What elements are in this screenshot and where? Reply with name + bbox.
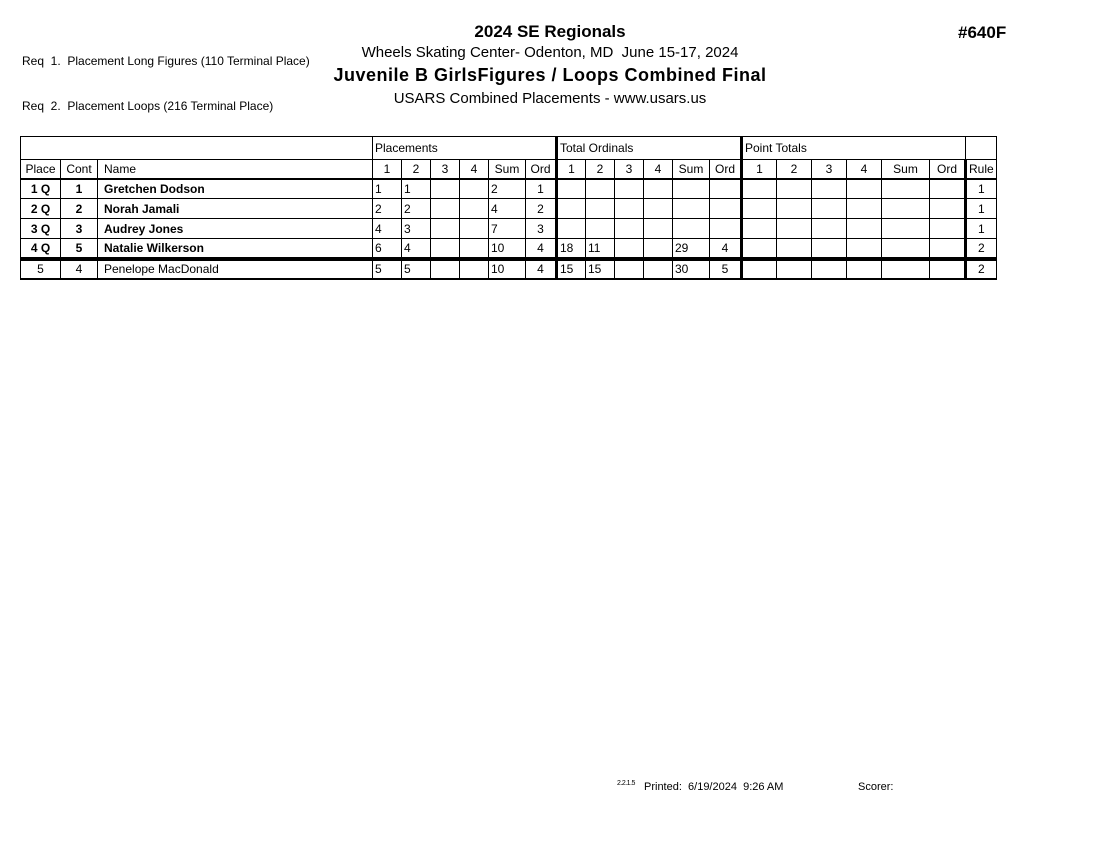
column-header-row	[21, 160, 997, 179]
col-header-qord: Ord	[930, 160, 966, 179]
cell-qsum	[882, 199, 930, 219]
cell-place: 2 Q	[21, 199, 61, 219]
cell-q2	[777, 219, 812, 239]
cell-name: Natalie Wilkerson	[98, 239, 373, 259]
col-header-q1: 1	[742, 160, 777, 179]
cell-t2: 11	[586, 239, 615, 259]
cell-name: Norah Jamali	[98, 199, 373, 219]
cell-qsum	[882, 219, 930, 239]
requirement-line-1: Req 1. Placement Long Figures (110 Terminal Place)	[22, 54, 310, 68]
cell-cont: 4	[61, 259, 98, 279]
cell-q3	[812, 219, 847, 239]
cell-pord: 4	[526, 259, 557, 279]
cell-pord: 4	[526, 239, 557, 259]
col-header-rule: Rule	[966, 160, 997, 179]
cell-rule: 1	[966, 179, 997, 199]
cell-q3	[812, 179, 847, 199]
table-row	[21, 179, 997, 199]
cell-t2	[586, 199, 615, 219]
col-header-t1: 1	[557, 160, 586, 179]
cell-t2: 15	[586, 259, 615, 279]
cell-t1	[557, 199, 586, 219]
col-header-name: Name	[98, 160, 373, 179]
cell-p2: 5	[402, 259, 431, 279]
cell-psum: 2	[489, 179, 526, 199]
printed-timestamp: Printed: 6/19/2024 9:26 AM	[644, 781, 784, 793]
cell-pord: 1	[526, 179, 557, 199]
cell-qsum	[882, 259, 930, 279]
cell-tord: 5	[710, 259, 742, 279]
cell-place: 3 Q	[21, 219, 61, 239]
cell-tsum	[673, 179, 710, 199]
cell-p3	[431, 219, 460, 239]
scorer-label: Scorer:	[858, 781, 894, 793]
cell-p3	[431, 239, 460, 259]
cell-t3	[615, 179, 644, 199]
cell-qsum	[882, 179, 930, 199]
cell-p1: 4	[373, 219, 402, 239]
group-header-total-ordinals: Total Ordinals	[557, 137, 742, 160]
cell-q3	[812, 259, 847, 279]
cell-p4	[460, 239, 489, 259]
cell-p2: 4	[402, 239, 431, 259]
cell-qsum	[882, 239, 930, 259]
cell-p2: 1	[402, 179, 431, 199]
cell-t3	[615, 239, 644, 259]
cell-cont: 5	[61, 239, 98, 259]
cell-t4	[644, 239, 673, 259]
cell-q1	[742, 219, 777, 239]
cell-p4	[460, 199, 489, 219]
cell-psum: 10	[489, 259, 526, 279]
cell-pord: 3	[526, 219, 557, 239]
cell-q4	[847, 259, 882, 279]
cell-cont: 3	[61, 219, 98, 239]
cell-q2	[777, 179, 812, 199]
cell-place: 1 Q	[21, 179, 61, 199]
col-header-q3: 3	[812, 160, 847, 179]
col-header-q2: 2	[777, 160, 812, 179]
cell-q1	[742, 239, 777, 259]
cell-p4	[460, 259, 489, 279]
cell-t4	[644, 179, 673, 199]
cell-p4	[460, 219, 489, 239]
cell-place: 4 Q	[21, 239, 61, 259]
col-header-t2: 2	[586, 160, 615, 179]
cell-rule: 2	[966, 259, 997, 279]
cell-rule: 1	[966, 219, 997, 239]
cell-psum: 7	[489, 219, 526, 239]
col-header-place: Place	[21, 160, 61, 179]
col-header-t4: 4	[644, 160, 673, 179]
cell-tord	[710, 179, 742, 199]
cell-q4	[847, 239, 882, 259]
event-title: 2024 SE Regionals	[474, 22, 626, 41]
cell-t3	[615, 219, 644, 239]
cell-tord	[710, 219, 742, 239]
cell-q1	[742, 179, 777, 199]
cell-q4	[847, 179, 882, 199]
group-header-spacer-rule	[966, 137, 997, 160]
cell-t2	[586, 219, 615, 239]
col-header-p3: 3	[431, 160, 460, 179]
placements-source: USARS Combined Placements - www.usars.us	[393, 90, 707, 107]
cell-p1: 5	[373, 259, 402, 279]
venue-line: Wheels Skating Center- Odenton, MD June 15-17, 2024	[361, 44, 739, 61]
col-header-t3: 3	[615, 160, 644, 179]
cell-place: 5	[21, 259, 61, 279]
group-header-row	[21, 137, 997, 160]
col-header-q4: 4	[847, 160, 882, 179]
cell-rule: 2	[966, 239, 997, 259]
cell-q3	[812, 199, 847, 219]
cell-cont: 2	[61, 199, 98, 219]
cell-psum: 10	[489, 239, 526, 259]
cell-t1	[557, 179, 586, 199]
cell-rule: 1	[966, 199, 997, 219]
cell-t3	[615, 199, 644, 219]
cell-t1: 15	[557, 259, 586, 279]
cell-p1: 6	[373, 239, 402, 259]
cell-p3	[431, 179, 460, 199]
group-header-spacer	[21, 137, 373, 160]
software-version: 2.2.1.5	[617, 780, 635, 787]
cell-t3	[615, 259, 644, 279]
cell-tsum: 29	[673, 239, 710, 259]
col-header-tord: Ord	[710, 160, 742, 179]
cell-q1	[742, 259, 777, 279]
col-header-p4: 4	[460, 160, 489, 179]
cell-p3	[431, 259, 460, 279]
cell-tsum	[673, 199, 710, 219]
cell-qord	[930, 239, 966, 259]
cell-tsum: 30	[673, 259, 710, 279]
table-row	[21, 259, 997, 279]
cell-p3	[431, 199, 460, 219]
cell-t1	[557, 219, 586, 239]
event-number: #640F	[958, 23, 1007, 42]
col-header-cont: Cont	[61, 160, 98, 179]
cell-p1: 2	[373, 199, 402, 219]
cell-qord	[930, 259, 966, 279]
cell-qord	[930, 199, 966, 219]
col-header-qsum: Sum	[882, 160, 930, 179]
cell-name: Audrey Jones	[98, 219, 373, 239]
cell-q4	[847, 219, 882, 239]
cell-p4	[460, 179, 489, 199]
cell-psum: 4	[489, 199, 526, 219]
cell-qord	[930, 219, 966, 239]
cell-q2	[777, 199, 812, 219]
cell-p1: 1	[373, 179, 402, 199]
cell-q1	[742, 199, 777, 219]
cell-q2	[777, 239, 812, 259]
cell-t2	[586, 179, 615, 199]
cell-tord	[710, 199, 742, 219]
cell-t4	[644, 199, 673, 219]
group-header-point-totals: Point Totals	[742, 137, 966, 160]
table-row	[21, 199, 997, 219]
cell-q4	[847, 199, 882, 219]
group-header-placements: Placements	[373, 137, 557, 160]
col-header-tsum: Sum	[673, 160, 710, 179]
col-header-p2: 2	[402, 160, 431, 179]
requirement-line-2: Req 2. Placement Loops (216 Terminal Place)	[22, 99, 274, 113]
cell-pord: 2	[526, 199, 557, 219]
results-table	[20, 136, 997, 280]
cell-tord: 4	[710, 239, 742, 259]
cell-p2: 2	[402, 199, 431, 219]
table-row	[21, 239, 997, 259]
cell-t4	[644, 219, 673, 239]
col-header-psum: Sum	[489, 160, 526, 179]
page-footer	[0, 779, 1100, 799]
cell-q3	[812, 239, 847, 259]
table-row	[21, 219, 997, 239]
cell-cont: 1	[61, 179, 98, 199]
cell-name: Gretchen Dodson	[98, 179, 373, 199]
cell-t1: 18	[557, 239, 586, 259]
cell-q2	[777, 259, 812, 279]
cell-p2: 3	[402, 219, 431, 239]
division-title: Juvenile B GirlsFigures / Loops Combined Final	[333, 65, 767, 85]
col-header-p1: 1	[373, 160, 402, 179]
page-header	[0, 22, 1100, 108]
cell-name: Penelope MacDonald	[98, 259, 373, 279]
cell-t4	[644, 259, 673, 279]
cell-qord	[930, 179, 966, 199]
col-header-pord: Ord	[526, 160, 557, 179]
cell-tsum	[673, 219, 710, 239]
